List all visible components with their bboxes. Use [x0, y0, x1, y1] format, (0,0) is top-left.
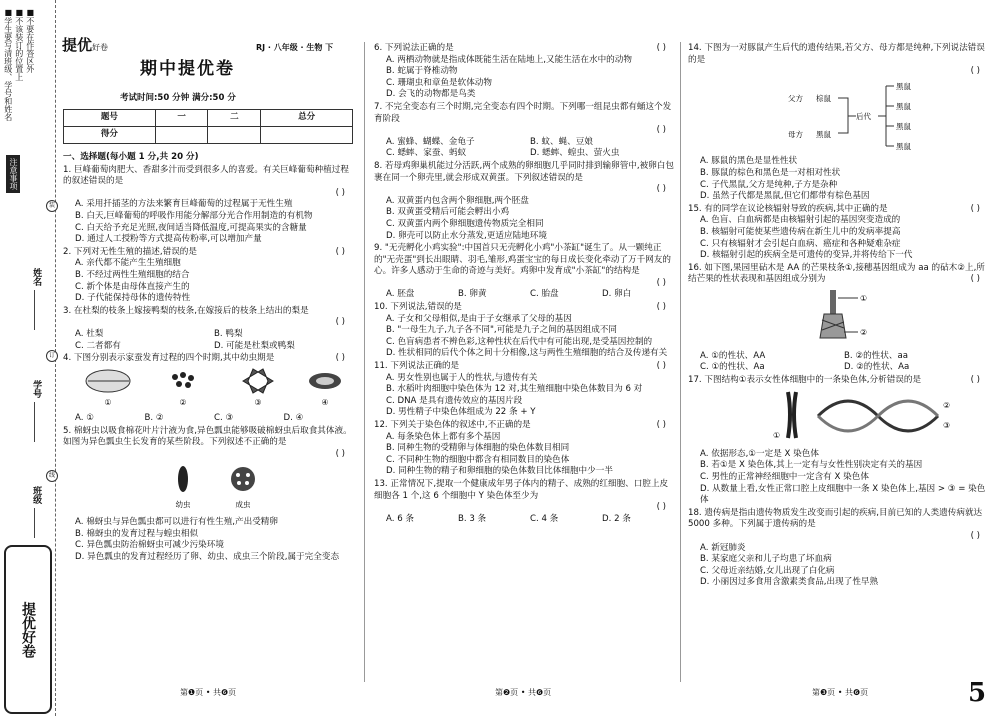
score-header-cell: 一: [155, 110, 208, 127]
option-c[interactable]: C. 蟋蟀、家蚕、蚂蚁: [386, 148, 467, 159]
question-stem-text: 15. 有的同学在议论核辐射导致的疾病,其中正确的是: [688, 203, 888, 214]
father-label: 父方: [788, 93, 803, 103]
option-a[interactable]: A. 杜梨: [75, 328, 104, 339]
figure-label: ②: [179, 397, 187, 407]
options-row: [63, 329, 353, 341]
question-8: [374, 161, 674, 242]
option-c[interactable]: C. 子代黑鼠,父方是纯种,子方是杂种: [700, 179, 838, 190]
option-c[interactable]: C. 只有核辐射才会引起白血病、癌症和各种疑难杂症: [700, 238, 901, 249]
option-a[interactable]: A. 亲代都不能产生生殖细胞: [75, 258, 181, 269]
question-1: [63, 165, 353, 246]
option-b[interactable]: B. 某家庭父亲和儿子均患了坏血病: [700, 554, 832, 565]
answer-paren[interactable]: ( ): [656, 184, 666, 195]
question-14: [688, 43, 988, 203]
page-title: 期中提优卷: [140, 59, 235, 79]
answer-paren[interactable]: ( ): [656, 125, 666, 136]
question-stem: 13. 正常情况下,提取一个健康成年男子体内的精子、成熟的红细胞、口腔上皮细胞各 1 个,这 6 个细胞中 Y 染色体至少为: [374, 478, 669, 501]
option-d[interactable]: D. 性状相同的后代个体之间十分相像,这与两性生殖细胞的结合及传递有关: [386, 348, 668, 359]
option-c[interactable]: C. 胎盘: [530, 289, 559, 300]
exam-meta: 考试时间:50 分钟 满分:50 分: [120, 93, 236, 103]
dna-helix-icon: [818, 401, 938, 431]
answer-paren[interactable]: ( ): [335, 317, 345, 328]
option-d[interactable]: D. 可能是杜梨或鸭梨: [214, 340, 295, 351]
score-input-cell[interactable]: [155, 127, 208, 144]
question-16: [688, 263, 988, 374]
option-d[interactable]: D. 子代能保持母体的遗传特性: [75, 293, 191, 304]
option-a[interactable]: A. ①的性状、AA: [700, 350, 766, 361]
answer-paren[interactable]: ( ): [656, 302, 666, 313]
option-b[interactable]: B. 若①是 X 染色体,其上一定有与女性性别决定有关的基因: [700, 460, 923, 471]
cocoon-icon: [309, 373, 341, 389]
scion-icon: [830, 290, 836, 314]
figure-label: ②: [860, 327, 868, 337]
option-d[interactable]: D. 小丽因过多食用含激素类食品,出现了性早熟: [700, 577, 879, 588]
option-b[interactable]: B. 水稻叶肉细胞中染色体为 12 对,其生殖细胞中染色体数目为 6 对: [386, 384, 643, 395]
option-c[interactable]: C. ③: [214, 413, 234, 424]
name-field-label: 姓名: [31, 268, 42, 286]
options-row: [374, 148, 674, 160]
brand-logo: 提优好卷: [4, 545, 52, 714]
option-c[interactable]: C. 新个体是由母体直接产生的: [75, 281, 190, 292]
score-input-cell[interactable]: [261, 127, 353, 144]
option-b[interactable]: B. 核辐射可能使某些遗传病在新生儿中的发病率提高: [700, 226, 901, 237]
column-divider: [364, 42, 365, 682]
page-footer-3: 第❸页 • 共❻页: [812, 688, 869, 697]
options-row: [63, 413, 353, 425]
black-label: 黑鼠: [816, 129, 831, 139]
options-row: [688, 362, 988, 374]
brown-label: 棕鼠: [816, 93, 831, 103]
figure-label: ①: [860, 293, 868, 303]
question-stem: [374, 361, 674, 373]
score-input-cell[interactable]: [208, 127, 261, 144]
option-d[interactable]: D. 从数量上看,女性正常口腔上皮细胞中一条 X 染色体上,基因 > ③ = 染色体: [700, 483, 986, 506]
binding-strip: [0, 0, 56, 716]
answer-paren[interactable]: ( ): [970, 203, 980, 214]
option-d[interactable]: D. 会飞的动物都是鸟类: [386, 89, 476, 100]
figure-label: ④: [321, 397, 329, 407]
option-b[interactable]: B. 鸭梨: [214, 328, 243, 339]
notice-line-1: ■学生要写清班级、学号和姓名: [3, 8, 13, 121]
notice-badge: 注意事项: [6, 155, 20, 193]
question-stem-text: 16. 如下图,果园里砧木是 AA 的芒果枝条①,接穗基因组成为 aa 的砧木②上,所结芒果的性状表现和基因组成分别为: [688, 262, 985, 285]
question-stem-text: 10. 下列说法,错误的是: [374, 302, 462, 313]
answer-paren[interactable]: ( ): [656, 420, 666, 430]
score-header-cell: 二: [208, 110, 261, 127]
brand-mark: [62, 35, 108, 55]
page-footer-2: 第❷页 • 共❻页: [495, 688, 552, 697]
option-c[interactable]: C. 不同种生物的细胞中都含有相同数目的染色体: [386, 454, 570, 465]
question-stem-text: 4. 下图分别表示家蚕发育过程的四个时期,其中幼虫期是: [63, 353, 275, 364]
option-c[interactable]: C. 男性的正常神经细胞中一定含有 X 染色体: [700, 472, 869, 483]
offspring-label: 后代: [856, 111, 871, 121]
option-a[interactable]: A. 双黄蛋内包含两个卵细胞,两个胚盘: [386, 195, 529, 206]
option-b[interactable]: B. 双黄蛋受精后可能会孵出小鸡: [386, 207, 510, 218]
answer-paren[interactable]: ( ): [656, 361, 666, 372]
question-stem: [63, 353, 353, 365]
child-label: 黑鼠: [896, 81, 911, 91]
student-id-line: [34, 402, 35, 442]
option-d[interactable]: D. 卵白: [602, 289, 632, 300]
ladybug-figure: [63, 461, 353, 513]
option-d[interactable]: D. 男性精子中染色体组成为 22 条 + Y: [386, 407, 536, 418]
larvae-icon: [172, 372, 194, 388]
question-stem: [688, 263, 988, 286]
options-row: [63, 341, 353, 353]
question-17: [688, 375, 988, 507]
question-11: [374, 361, 674, 419]
question-9: [374, 243, 674, 301]
option-b[interactable]: B. 蚊、蝇、豆娘: [530, 136, 593, 147]
figure-label: 幼虫: [175, 499, 191, 509]
silkworm-stages-figure: [63, 365, 353, 409]
option-c[interactable]: C. 4 条: [530, 513, 559, 524]
option-d[interactable]: D. 核辐射引起的疾病全是可遗传的变异,并将传给下一代: [700, 250, 913, 261]
question-stem: 9. "无壳孵化小鸡实验":中国首只无壳孵化小鸡"小茶缸"诞生了。从一颗纯正的"无壳蛋"到长出眼睛、羽毛,雏形,鸡蛋宝宝的每日成长变化牵动了万千网友的心。许多人感动于生命的奇迹与美好。鸡卵中发育成"小茶缸"的结构是: [374, 243, 671, 277]
question-stem: 8. 若母鸡卵巢机能过分活跃,两个成熟的卵细胞几乎同时排到输卵管中,被卵白包裹在同一个卵壳里,就会形成双黄蛋。下列叙述错误的是: [374, 160, 674, 183]
figure-label: ②: [943, 401, 951, 411]
option-d[interactable]: D. ④: [283, 413, 304, 424]
question-2: [63, 247, 353, 305]
option-c[interactable]: C. 双黄蛋内两个卵细胞遗传物质完全相同: [386, 218, 544, 229]
chromosome-icon: [788, 392, 796, 438]
figure-label: ①: [104, 397, 112, 407]
question-stem: 3. 在杜梨的枝条上嫁接鸭梨的枝条,在嫁接后的枝条上结出的梨是: [63, 305, 309, 316]
score-table: [63, 109, 353, 144]
binding-hole-3: 线: [46, 470, 58, 482]
score-label-cell: 得分: [64, 127, 156, 144]
notice-line-3: ■不要在作答区外: [25, 8, 35, 73]
answer-paren[interactable]: ( ): [335, 449, 345, 460]
answer-paren[interactable]: ( ): [656, 43, 666, 53]
option-c[interactable]: C. 白天给予充足光照,夜间适当降低温度,可提高果实的含糖量: [75, 222, 307, 233]
brand-text: 提优: [62, 36, 93, 54]
section-heading: 一、选择题(每小题 1 分,共 20 分): [63, 152, 199, 162]
page-footer-1: 第❶页 • 共❻页: [180, 688, 237, 697]
page-number: 5: [968, 678, 987, 708]
option-b[interactable]: B. 豚鼠的棕色和黑色是一对相对性状: [700, 167, 841, 178]
answer-paren[interactable]: ( ): [335, 187, 345, 198]
question-6: [374, 43, 674, 101]
guinea-pig-cross-diagram: [688, 78, 988, 152]
binding-hole-2: 订: [46, 350, 58, 362]
figure-label: 成虫: [235, 499, 251, 509]
question-12: [374, 420, 674, 478]
column-1: [63, 152, 353, 564]
option-b[interactable]: B. 蛇属于脊椎动物: [386, 66, 458, 77]
question-stem-text: 2. 下列对无性生殖的描述,错误的是: [63, 246, 197, 257]
column-3: [688, 42, 988, 589]
class-line: [34, 508, 35, 538]
question-stem: 18. 遗传病是指由遗传物质发生改变而引起的疾病,目前已知的人类遗传病就达 5000 多种。下列属于遗传病的是: [688, 507, 983, 530]
option-a[interactable]: A. 色盲、白血病都是由核辐射引起的基因突变造成的: [700, 215, 901, 226]
score-header-cell: 题号: [64, 110, 156, 127]
option-c[interactable]: C. DNA 是具有遗传效应的基因片段: [386, 395, 523, 406]
option-a[interactable]: A. 蜜蜂、蝴蝶、金龟子: [386, 136, 475, 147]
question-10: [374, 302, 674, 360]
chromosome-figure: [688, 386, 988, 444]
figure-label: ①: [773, 431, 781, 441]
answer-paren[interactable]: ( ): [970, 531, 980, 542]
mulberry-leaf-egg-icon: [86, 370, 130, 392]
option-c[interactable]: C. ①的性状、Aa: [700, 362, 765, 373]
option-a[interactable]: A. 每条染色体上都有多个基因: [386, 431, 501, 442]
notice-line-2: ■不该装订的位置上: [14, 8, 24, 81]
question-stem: [374, 420, 674, 432]
option-c[interactable]: C. 父母近亲结婚,女儿出现了白化病: [700, 565, 835, 576]
option-c[interactable]: C. 珊瑚虫和章鱼是软体动物: [386, 77, 492, 88]
moth-icon: [243, 369, 273, 393]
rootstock-icon: [820, 314, 846, 338]
question-stem-text: 11. 下列说法正确的是: [374, 361, 460, 372]
question-stem: [374, 43, 674, 55]
ladybug-icon: [231, 467, 255, 491]
answer-paren[interactable]: ( ): [970, 274, 980, 285]
option-a[interactable]: A. 棉蚜虫与异色瓢虫都可以进行有性生殖,产出受精卵: [75, 517, 278, 528]
name-line: [34, 290, 35, 330]
answer-paren[interactable]: ( ): [335, 353, 345, 364]
options-row: [688, 351, 988, 363]
option-a[interactable]: A. 男女性别也属于人的性状,与遗传有关: [386, 372, 538, 383]
grafting-figure: [688, 286, 988, 346]
subject-line: RJ · 八年级 · 生物 下: [256, 43, 334, 52]
option-b[interactable]: B. ②: [144, 413, 164, 424]
option-a[interactable]: A. 豚鼠的黑色是显性性状: [700, 156, 798, 167]
child-label: 黑鼠: [896, 101, 911, 111]
option-a[interactable]: A. 6 条: [386, 513, 414, 524]
mother-label: 母方: [788, 129, 803, 139]
question-stem: 5. 棉蚜虫以吸食棉花叶片汁液为食,异色瓢虫能够吸破棉蚜虫后取食其体液。如图为异色瓢虫生长发育的某些阶段。下列叙述不正确的是: [63, 425, 352, 448]
brand-small-text: 好卷: [92, 43, 109, 52]
question-stem: [688, 375, 988, 387]
option-b[interactable]: B. 3 条: [458, 513, 487, 524]
question-4: [63, 353, 353, 425]
option-a[interactable]: A. 胚盘: [386, 289, 415, 300]
column-divider: [680, 42, 681, 682]
question-5: [63, 426, 353, 564]
child-label: 黑鼠: [896, 141, 911, 151]
answer-paren[interactable]: ( ): [335, 246, 345, 257]
question-stem: [688, 204, 988, 216]
question-15: [688, 204, 988, 262]
options-row: [374, 289, 674, 301]
question-stem: 1. 巨峰葡萄肉肥大、香甜多汁而受到很多人的喜爱。有关巨峰葡萄种植过程的叙述错误的是: [63, 164, 349, 187]
option-a[interactable]: A. ①: [75, 413, 94, 424]
question-stem: [374, 302, 674, 314]
option-d[interactable]: D. 同种生物的精子和卵细胞的染色体数目比体细胞中少一半: [386, 466, 613, 477]
child-label: 黑鼠: [896, 121, 911, 131]
option-d[interactable]: D. 卵壳可以防止水分蒸发,更适应陆地环境: [386, 230, 547, 241]
option-d[interactable]: D. 蟋蟀、蝗虫、萤火虫: [530, 148, 620, 159]
option-b[interactable]: B. ②的性状、aa: [844, 350, 908, 361]
option-d[interactable]: D. 虽然子代都是黑鼠,但它们都带有棕色基因: [700, 191, 870, 202]
options-row: [374, 514, 674, 526]
option-d[interactable]: D. ②的性状、Aa: [844, 362, 910, 373]
class-field-label: 班级: [31, 486, 42, 504]
question-stem: [63, 247, 353, 259]
option-b[interactable]: B. 棉蚜虫的发育过程与蝗虫相似: [75, 528, 199, 539]
larva-icon: [178, 466, 188, 492]
option-b[interactable]: B. 卵黄: [458, 289, 487, 300]
answer-paren[interactable]: ( ): [970, 374, 980, 385]
answer-paren[interactable]: ( ): [656, 277, 666, 288]
option-a[interactable]: A. 新冠肺炎: [700, 542, 746, 553]
question-13: [374, 479, 674, 525]
score-header-cell: 总分: [261, 110, 353, 127]
option-c[interactable]: C. 异色瓢虫防治棉蚜虫可减少污染环境: [75, 540, 224, 551]
question-stem: 7. 不完全变态有三个时期,完全变态有四个时期。下列哪一组昆虫都有蛹这个发育阶段: [374, 101, 672, 124]
option-c[interactable]: C. 二者都有: [75, 340, 121, 351]
option-b[interactable]: B. 同种生物的受精卵与体细胞的染色体数目相同: [386, 443, 570, 454]
option-b[interactable]: B. 不经过两性生殖细胞的结合: [75, 269, 190, 280]
question-stem-text: 6. 下列说法正确的是: [374, 43, 454, 53]
option-b[interactable]: B. "一母生九子,九子各不同",可能是九子之间的基因组成不同: [386, 325, 617, 336]
option-d[interactable]: D. 异色瓢虫的发育过程经历了卵、幼虫、成虫三个阶段,属于完全变态: [75, 552, 340, 563]
answer-paren[interactable]: ( ): [656, 502, 666, 513]
question-18: [688, 508, 988, 589]
figure-label: ③: [254, 397, 262, 407]
answer-paren[interactable]: ( ): [970, 66, 980, 77]
option-d[interactable]: D. 2 条: [602, 513, 631, 524]
question-stem-text: 12. 下列关于染色体的叙述中,不正确的是: [374, 420, 531, 430]
option-d[interactable]: D. 通过人工授粉等方式提高传粉率,可以增加产量: [75, 234, 262, 245]
question-3: [63, 306, 353, 352]
option-c[interactable]: C. 色盲病患者不辨色彩,这种性状在后代中有可能出现,是受基因控制的: [386, 336, 653, 347]
option-b[interactable]: B. 白天,巨峰葡萄的呼吸作用能分解部分光合作用制造的有机物: [75, 210, 313, 221]
option-a[interactable]: A. 依据形态,①一定是 X 染色体: [700, 448, 819, 459]
options-row: [374, 137, 674, 149]
figure-label: ③: [943, 421, 951, 431]
binding-hole-1: 装: [46, 200, 58, 212]
question-stem: 14. 下图为一对豚鼠产生后代的遗传结果,若父方、母方都是纯种,下列说法错误的是: [688, 43, 985, 65]
option-a[interactable]: A. 采用扦插茎的方法来繁育巨峰葡萄的过程属于无性生殖: [75, 199, 293, 210]
option-a[interactable]: A. 两栖动物就是指成体既能生活在陆地上,又能生活在水中的动物: [386, 54, 632, 65]
column-2: [374, 42, 674, 525]
option-a[interactable]: A. 子女和父母相似,是由于子女继承了父母的基因: [386, 313, 572, 324]
question-stem-text: 17. 下图结构①表示女性体细胞中的一条染色体,分析错误的是: [688, 374, 922, 385]
question-7: [374, 102, 674, 160]
student-id-field-label: 学号: [31, 380, 42, 398]
